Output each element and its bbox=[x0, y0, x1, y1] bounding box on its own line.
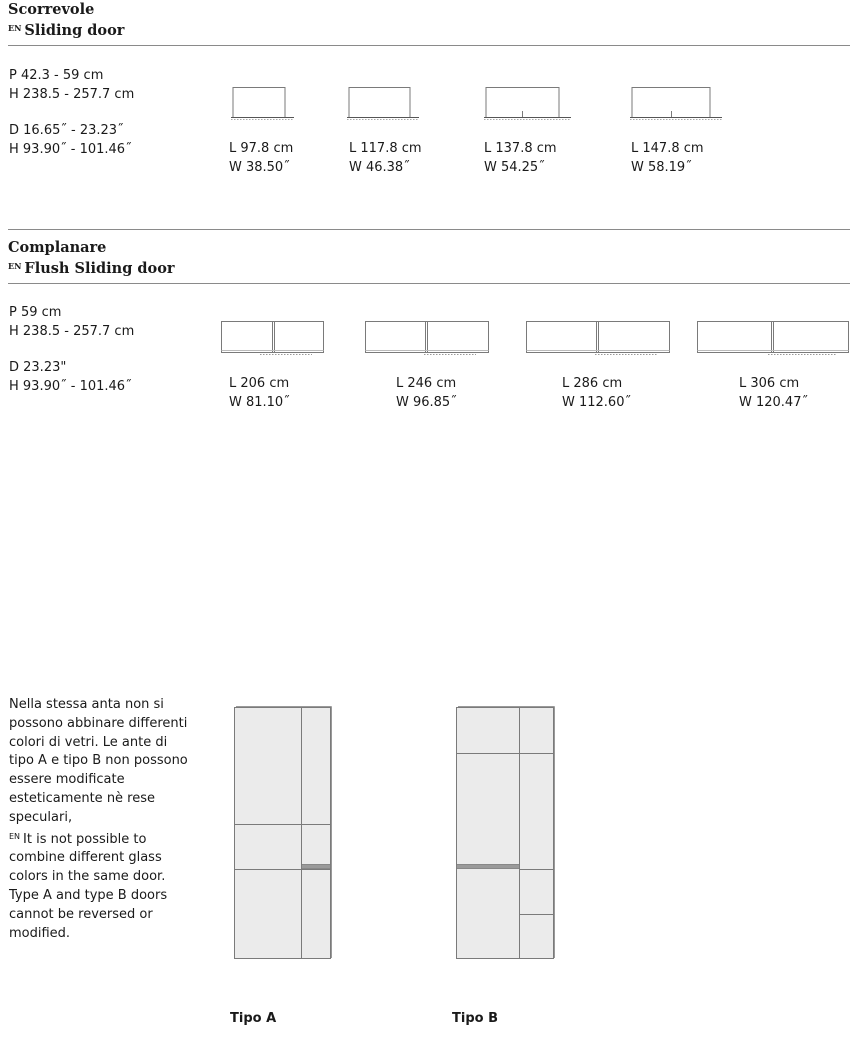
dimension-in: W 54.25˝ bbox=[484, 160, 545, 175]
sliding-plan-drawing bbox=[481, 86, 576, 122]
dimension-item bbox=[631, 139, 704, 177]
dimension-cm: L 97.8 cm bbox=[229, 141, 294, 156]
door-type-a-drawing bbox=[233, 706, 333, 962]
dimension-item bbox=[396, 374, 457, 412]
door-type-b-label: Tipo B bbox=[452, 1011, 498, 1026]
title-english bbox=[8, 19, 124, 40]
door-type-b-drawing bbox=[455, 706, 557, 962]
title-english-text: Sliding door bbox=[24, 22, 125, 39]
spec-height-in: H 93.90˝ - 101.46˝ bbox=[9, 142, 132, 157]
specs-sliding bbox=[9, 66, 134, 159]
sliding-plan-drawing bbox=[627, 86, 727, 122]
glass-note bbox=[9, 696, 194, 943]
note-english: It is not possible to combine different glass colors in the same door. Type A and type B doors cannot be reversed or modified. bbox=[9, 831, 168, 941]
flush-plan-drawing bbox=[696, 320, 852, 358]
spec-depth-cm: P 59 cm bbox=[9, 305, 62, 320]
spec-depth-in: D 23.23" bbox=[9, 360, 67, 375]
flush-plan-drawing bbox=[220, 320, 326, 358]
divider bbox=[8, 45, 850, 46]
dimension-cm: L 286 cm bbox=[562, 376, 623, 391]
dimension-cm: L 206 cm bbox=[229, 376, 290, 391]
dimension-cm: L 306 cm bbox=[739, 376, 800, 391]
title-italian: Complanare bbox=[8, 239, 107, 256]
spec-depth-cm: P 42.3 - 59 cm bbox=[9, 68, 104, 83]
divider bbox=[8, 283, 850, 284]
flush-plan-drawing bbox=[364, 320, 492, 358]
dimension-in: W 96.85˝ bbox=[396, 395, 457, 410]
title-english bbox=[8, 257, 175, 278]
specs-flush bbox=[9, 303, 134, 396]
dimension-in: W 38.50˝ bbox=[229, 160, 290, 175]
en-tag: EN bbox=[8, 23, 22, 33]
title-italian: Scorrevole bbox=[8, 1, 95, 18]
spec-height-cm: H 238.5 - 257.7 cm bbox=[9, 324, 135, 339]
sliding-plan-drawing bbox=[344, 86, 424, 122]
dimension-cm: L 137.8 cm bbox=[484, 141, 557, 156]
sliding-plan-drawing bbox=[228, 86, 298, 122]
dimension-item bbox=[739, 374, 808, 412]
spec-height-in: H 93.90˝ - 101.46˝ bbox=[9, 379, 132, 394]
dimension-item bbox=[562, 374, 631, 412]
dimension-cm: L 117.8 cm bbox=[349, 141, 422, 156]
en-tag: EN bbox=[8, 261, 22, 271]
spec-height-cm: H 238.5 - 257.7 cm bbox=[9, 87, 135, 102]
dimension-item bbox=[229, 139, 293, 177]
flush-plan-drawing bbox=[525, 320, 673, 358]
section-title-sliding bbox=[8, 0, 124, 40]
en-tag: EN bbox=[9, 831, 21, 841]
dimension-in: W 46.38˝ bbox=[349, 160, 410, 175]
door-type-a-label: Tipo A bbox=[230, 1011, 277, 1026]
dimension-item bbox=[229, 374, 290, 412]
dimension-cm: L 147.8 cm bbox=[631, 141, 704, 156]
dimension-cm: L 246 cm bbox=[396, 376, 457, 391]
dimension-in: W 120.47˝ bbox=[739, 395, 808, 410]
note-italian: Nella stessa anta non si possono abbinare differenti colori di vetri. Le ante di tipo A e tipo B non possono essere modificate esteticamente nè rese speculari, bbox=[9, 697, 188, 825]
title-english-text: Flush Sliding door bbox=[24, 260, 175, 277]
dimension-item bbox=[349, 139, 422, 177]
dimension-in: W 58.19˝ bbox=[631, 160, 692, 175]
spec-depth-in: D 16.65˝ - 23.23˝ bbox=[9, 123, 124, 138]
divider bbox=[8, 229, 850, 230]
dimension-in: W 81.10˝ bbox=[229, 395, 290, 410]
dimension-in: W 112.60˝ bbox=[562, 395, 631, 410]
dimension-item bbox=[484, 139, 557, 177]
section-title-flush bbox=[8, 238, 175, 278]
